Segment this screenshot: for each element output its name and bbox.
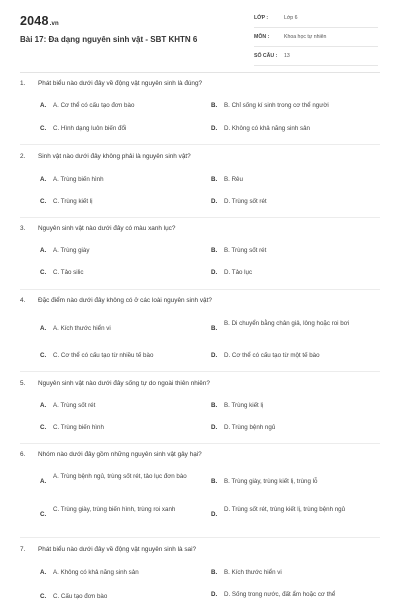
option-text: C. Trùng biến hình (53, 424, 104, 431)
question-number: 7. (20, 546, 26, 553)
option-letter: D. (211, 591, 218, 598)
option-letter: D. (211, 125, 218, 132)
option-text: A. Cơ thể có cấu tạo đơn bào (53, 102, 135, 109)
meta-key: SỐ CÂU : (254, 53, 278, 59)
option-text: C. Hình dạng luôn biến đổi (53, 125, 127, 132)
meta-row-subject (254, 32, 378, 47)
option-text: B. Kích thước hiển vi (224, 569, 282, 576)
site-logo[interactable] (20, 14, 59, 28)
option-letter: A. (40, 569, 47, 576)
logo-suffix: .vn (49, 21, 59, 27)
question-prompt: Phát biểu nào dưới đây về động vật nguyên sinh là đúng? (38, 80, 203, 87)
question-prompt: Nguyên sinh vật nào dưới đây có màu xanh lục? (38, 225, 176, 232)
question-text (20, 546, 380, 553)
option-letter: B. (211, 325, 218, 332)
question-text (20, 225, 380, 232)
question-divider (20, 443, 380, 444)
option-letter: B. (211, 176, 218, 183)
question-prompt: Phát biểu nào dưới đây về động vật nguyên sinh là sai? (38, 546, 197, 553)
option-letter: C. (40, 352, 47, 359)
question-number: 5. (20, 380, 26, 387)
option-letter: A. (40, 102, 47, 109)
question-number: 4. (20, 297, 26, 304)
option-letter: C. (40, 269, 47, 276)
meta-value: 13 (284, 53, 290, 59)
option-letter: A. (40, 176, 47, 183)
option-letter: D. (211, 424, 218, 431)
option-letter: A. (40, 402, 47, 409)
option-text: D. Sống trong nước, đất ẩm hoặc cơ thể (224, 591, 336, 598)
option-text: D. Trùng sốt rét, trùng kiết lị, trùng bệnh ngủ (224, 506, 346, 513)
question-prompt: Nhóm nào dưới đây gồm những nguyên sinh vật gây hại? (38, 451, 202, 458)
option-text: B. Trùng kiết lị (224, 402, 264, 409)
question-divider (20, 289, 380, 290)
option-text: B. Rêu (224, 176, 243, 183)
meta-value: Khoa học tự nhiên (284, 34, 327, 40)
option-text: B. Trùng sốt rét (224, 247, 267, 254)
option-letter: A. (40, 325, 47, 332)
meta-row-class (254, 13, 378, 28)
option-letter: A. (40, 478, 47, 485)
page-title: Bài 17: Đa dạng nguyên sinh vật - SBT KHTN 6 (20, 35, 198, 44)
meta-value: Lớp 6 (284, 15, 298, 21)
question-number: 6. (20, 451, 26, 458)
option-text: A. Trùng biến hình (53, 176, 104, 183)
option-text: B. Di chuyển bằng chân giả, lông hoặc roi bơi (224, 320, 350, 327)
option-letter: B. (211, 569, 218, 576)
option-text: A. Trùng bệnh ngủ, trùng sốt rét, tảo lục đơn bào (53, 473, 187, 480)
option-text: C. Cấu tạo đơn bào (53, 593, 108, 600)
option-text: D. Tảo lục (224, 269, 253, 276)
option-letter: C. (40, 424, 47, 431)
option-letter: C. (40, 198, 47, 205)
question-text (20, 297, 380, 304)
meta-key: LỚP : (254, 15, 269, 21)
option-letter: D. (211, 511, 218, 518)
option-text: D. Trùng sốt rét (224, 198, 267, 205)
option-text: C. Cơ thể có cấu tạo từ nhiều tế bào (53, 352, 154, 359)
option-letter: C. (40, 593, 47, 600)
option-text: A. Trùng sốt rét (53, 402, 96, 409)
question-number: 3. (20, 225, 26, 232)
option-letter: C. (40, 125, 47, 132)
question-text (20, 80, 380, 87)
question-prompt: Nguyên sinh vật nào dưới đây sống tự do ngoài thiên nhiên? (38, 380, 210, 387)
question-text (20, 153, 380, 160)
question-prompt: Sinh vật nào dưới đây không phải là nguyên sinh vật? (38, 153, 191, 160)
option-letter: C. (40, 511, 47, 518)
option-letter: A. (40, 247, 47, 254)
question-prompt: Đặc điểm nào dưới đây không có ở các loài nguyên sinh vật? (38, 297, 212, 304)
option-text: D. Cơ thể có cấu tạo từ một tế bào (224, 352, 320, 359)
option-text: B. Chỉ sống kí sinh trong cơ thể người (224, 102, 329, 109)
option-text: A. Trùng giày (53, 247, 90, 254)
page-header (0, 0, 400, 72)
option-text: C. Trùng kiết lị (53, 198, 93, 205)
option-letter: B. (211, 478, 218, 485)
question-divider (20, 144, 380, 145)
meta-key: MÔN : (254, 34, 270, 40)
option-text: B. Trùng giày, trùng kiết lị, trùng lỗ (224, 478, 318, 485)
option-letter: B. (211, 402, 218, 409)
option-letter: B. (211, 102, 218, 109)
option-text: D. Trùng bệnh ngủ (224, 424, 276, 431)
question-number: 2. (20, 153, 26, 160)
meta-info (254, 13, 378, 70)
header-divider (20, 72, 380, 73)
option-letter: D. (211, 198, 218, 205)
option-letter: D. (211, 352, 218, 359)
option-text: C. Trùng giày, trùng biến hình, trùng roi xanh (53, 506, 176, 513)
question-text (20, 451, 380, 458)
option-letter: D. (211, 269, 218, 276)
question-divider (20, 537, 380, 538)
option-text: C. Tảo silic (53, 269, 84, 276)
question-text (20, 380, 380, 387)
question-divider (20, 371, 380, 372)
option-text: A. Kích thước hiển vi (53, 325, 111, 332)
option-text: D. Không có khả năng sinh sản (224, 125, 310, 132)
option-text: A. Không có khả năng sinh sản (53, 569, 139, 576)
logo-text: 2048 (20, 14, 49, 28)
meta-row-count (254, 51, 378, 66)
question-number: 1. (20, 80, 26, 87)
question-divider (20, 217, 380, 218)
option-letter: B. (211, 247, 218, 254)
